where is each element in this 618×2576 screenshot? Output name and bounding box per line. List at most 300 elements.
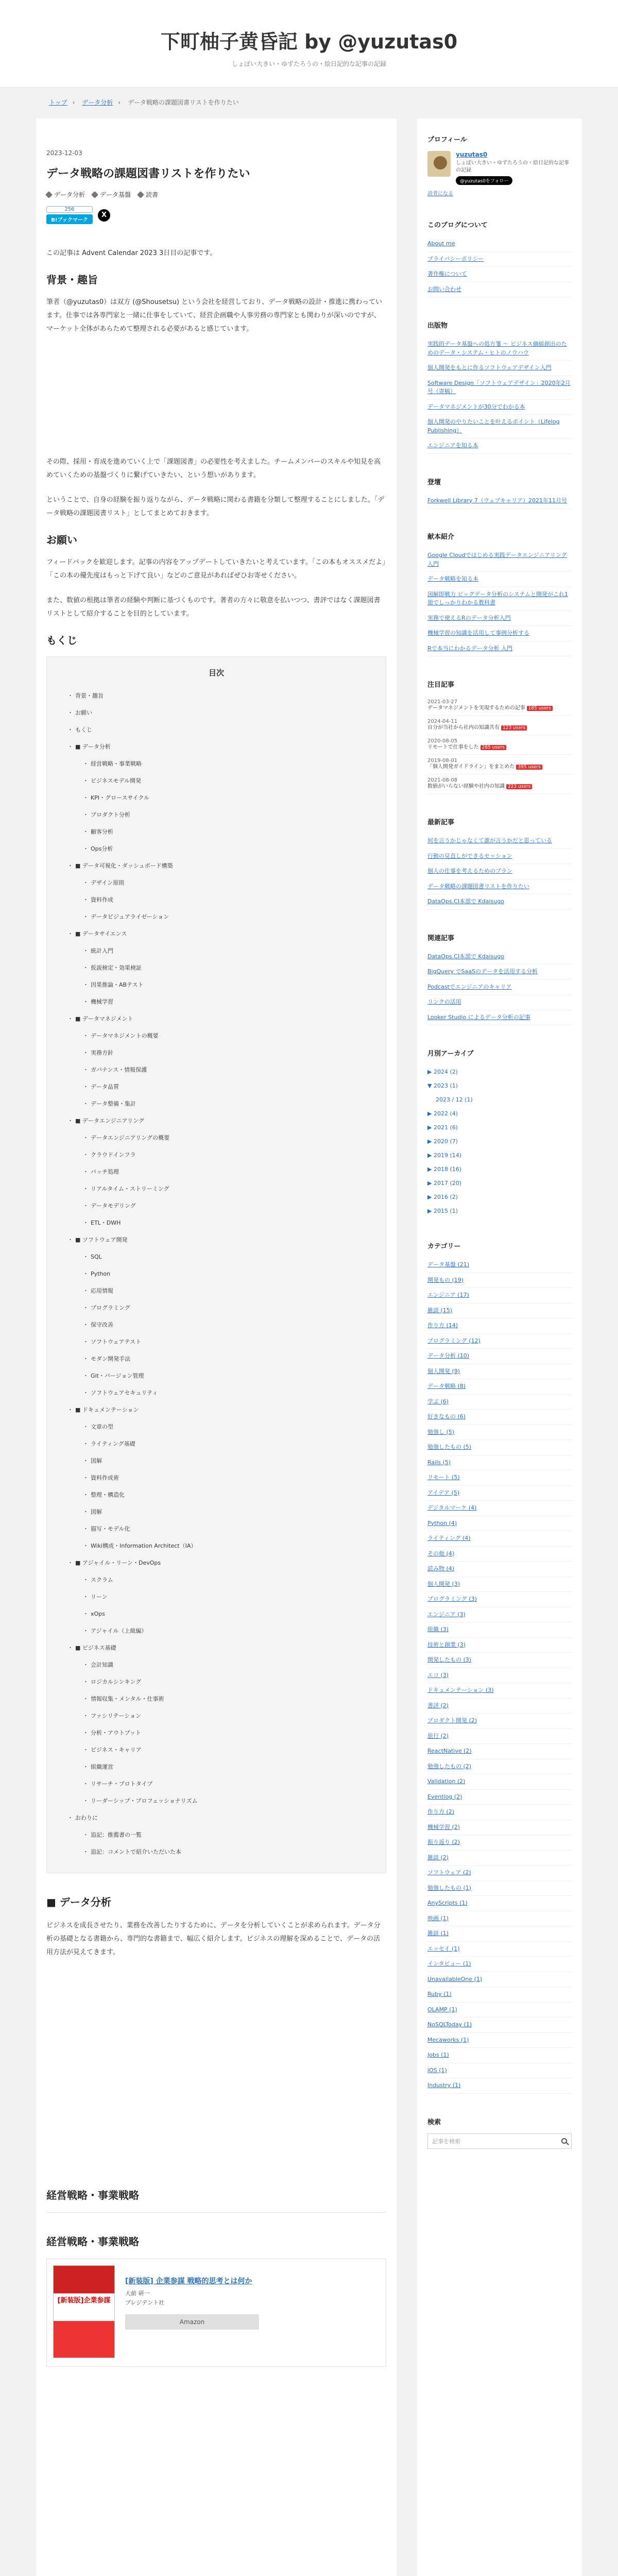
archive-item[interactable]: ▶ 2024 (2)	[427, 1069, 458, 1075]
toc-item[interactable]: ・ リーン	[62, 1588, 370, 1605]
about-item-link[interactable]: 著作権について	[427, 270, 467, 277]
related-item	[427, 980, 572, 995]
post-date[interactable]: 2023-12-03	[46, 149, 82, 157]
popular-title[interactable]	[427, 783, 572, 790]
toc-item[interactable]: ・ ■ ビジネス基礎	[62, 1639, 370, 1656]
toc-item[interactable]: ・ バッチ処理	[62, 1163, 370, 1180]
section-heading-request: お願い	[46, 534, 77, 546]
category-item	[427, 2078, 572, 2094]
search-widget	[427, 2116, 572, 2149]
related-item	[427, 950, 572, 965]
talks-heading: 登壇	[427, 478, 441, 486]
category-item-link[interactable]: 勉強したもの (2)	[427, 1762, 472, 1770]
category-item-link[interactable]: UnavailableOne (1)	[427, 1975, 483, 1982]
toc-item[interactable]: ・ 実務方針	[62, 1044, 370, 1061]
category-item-link[interactable]: 旅行 (2)	[427, 1732, 449, 1739]
category-item	[427, 1455, 572, 1471]
request-paragraph-2: また、数値の根拠は筆者の経験や判断に基づくものです。著者の方々に敬意を払いつつ、書評ではなく課題図書リストとして紹介することを目的としています。	[46, 597, 381, 618]
category-item-link[interactable]: 雑談 (2)	[427, 1854, 449, 1861]
recommended-item	[427, 587, 572, 611]
category-item-link[interactable]: Industry (1)	[427, 2082, 461, 2089]
category-item-link[interactable]: 作り方 (14)	[427, 1322, 458, 1329]
popular-title[interactable]	[427, 705, 572, 712]
category-item-link[interactable]: ソフトウェア (2)	[427, 1869, 471, 1876]
category-item-link[interactable]: 雑談 (1)	[427, 1930, 449, 1937]
post-title[interactable]: データ戦略の課題図書リストを作りたい	[46, 167, 250, 180]
toc-item[interactable]: ・ データマネジメントの概要	[62, 1027, 370, 1044]
tag-item[interactable]: 読書	[138, 190, 158, 199]
category-item-link[interactable]: 好きなもの (6)	[427, 1413, 466, 1420]
category-widget	[427, 1241, 572, 2094]
popular-title-text[interactable]: 自分が当社から社内の知識共有	[427, 725, 500, 731]
category-item	[427, 1410, 572, 1425]
category-item-link[interactable]: 勉強したもの (1)	[427, 1884, 472, 1891]
toc-item[interactable]: ・ 資料作成	[62, 891, 370, 908]
toc-item[interactable]: ・ ■ ソフトウェア開発	[62, 1231, 370, 1248]
bookmark-count-badge[interactable]: 185 users	[527, 706, 553, 711]
publication-item	[427, 415, 572, 438]
toc-item[interactable]: ・ ■ データ可視化・ダッシュボード構築	[62, 857, 370, 874]
category-item	[427, 1896, 572, 1911]
amazon-button[interactable]: Amazon	[125, 2314, 259, 2330]
category-item-link[interactable]: NoSQLToday (1)	[427, 2021, 472, 2028]
toc-item[interactable]: ・ ソフトウェアテスト	[62, 1333, 370, 1350]
recent-item	[427, 849, 572, 865]
table-of-contents	[46, 656, 386, 1873]
tag-list	[46, 190, 386, 199]
category-item	[427, 1683, 572, 1699]
category-item	[427, 1273, 572, 1289]
toc-item[interactable]: ・ 保守改善	[62, 1316, 370, 1333]
toc-item[interactable]: ・ 図解	[62, 1452, 370, 1469]
toc-item[interactable]: ・ 追記：推薦書の一覧	[62, 1826, 370, 1843]
toc-item[interactable]: ・ データビジュアライゼーション	[62, 908, 370, 925]
category-item	[427, 1866, 572, 1881]
x-share-icon[interactable]: X	[98, 209, 110, 222]
category-item-link[interactable]: 個人開発 (3)	[427, 1580, 460, 1587]
toc-item[interactable]: ・ Wiki構成・Information Architect（IA）	[62, 1537, 370, 1554]
category-item	[427, 2048, 572, 2063]
toc-item[interactable]: ・ 組織運営	[62, 1758, 370, 1775]
archive-heading: 月別アーカイブ	[427, 1050, 474, 1058]
category-item-link[interactable]: エッセイ (1)	[427, 1945, 460, 1952]
section-heading-analysis: ■ データ分析	[46, 1896, 111, 1908]
tag-item[interactable]: データ基盤	[92, 190, 131, 199]
category-item-link[interactable]: ReactNative (2)	[427, 1748, 472, 1754]
popular-title-text[interactable]: 「個人開発ガイドライン」をまとめた	[427, 764, 515, 770]
tag-icon	[91, 191, 98, 198]
background-paragraph-3: ということで、自身の経験を振り返りながら、データ戦略に関わる書籍を分類して整理することにしました。「データ戦略の課題図書リスト」としてまとめておきます。	[46, 496, 385, 517]
breadcrumb-current: データ戦略の課題図書リストを作りたい	[127, 99, 239, 106]
archive-item[interactable]: ▶ 2019 (14)	[427, 1152, 462, 1159]
category-item-link[interactable]: 機械学習 (2)	[427, 1823, 460, 1831]
tag-item[interactable]: データ分析	[46, 190, 85, 199]
category-item	[427, 2018, 572, 2033]
category-item-link[interactable]: Eventlog (2)	[427, 1793, 462, 1800]
about-item	[427, 282, 572, 298]
book-title-link[interactable]: [新装版] 企業参謀 戦略的思考とは何か	[125, 2277, 252, 2285]
category-item	[427, 1638, 572, 1653]
recommended-item	[427, 611, 572, 626]
publication-item-link[interactable]: データマネジメントが30分でわかる本	[427, 403, 525, 410]
archive-item[interactable]: ▶ 2016 (2)	[427, 1194, 458, 1200]
publication-item-link[interactable]: Software Design「ソフトウェアデザイン」2020年2月号（寄稿）	[427, 379, 571, 395]
category-item-link[interactable]: 書評 (2)	[427, 1702, 449, 1709]
category-item-link[interactable]: エンジニア (17)	[427, 1292, 469, 1298]
category-item	[427, 1987, 572, 2003]
hatena-bookmark-button[interactable]	[46, 206, 93, 224]
toc-item[interactable]: ・ ■ アジャイル・リーン・DevOps	[62, 1554, 370, 1571]
archive-widget	[427, 1048, 572, 1218]
talk-item-link[interactable]: Forkwell Library 7（ウェブキャリア）2021年11月号	[427, 497, 567, 504]
toc-item[interactable]: ・ ソフトウェアセキュリティ	[62, 1384, 370, 1401]
popular-title[interactable]	[427, 744, 572, 751]
category-item-link[interactable]: プログラミング (3)	[427, 1596, 477, 1602]
toc-item[interactable]: ・ 機械学習	[62, 993, 370, 1010]
category-item	[427, 1592, 572, 1607]
recommended-item-link[interactable]: 実務で使えるRのデータ分析入門	[427, 614, 511, 621]
publication-item	[427, 361, 572, 376]
category-item-link[interactable]: AnyScripts (1)	[427, 1900, 468, 1906]
related-item	[427, 964, 572, 980]
category-item	[427, 1501, 572, 1516]
recommended-item-link[interactable]: Google Cloudではじめる実践データエンジニアリング入門	[427, 552, 567, 567]
toc-item[interactable]: ・ プロダクト分析	[62, 806, 370, 823]
talks-widget	[427, 477, 572, 509]
archive-item[interactable]: ▶ 2021 (6)	[427, 1124, 458, 1131]
category-item	[427, 1668, 572, 1684]
toc-item[interactable]: ・ クラウドインフラ	[62, 1146, 370, 1163]
tag-icon	[45, 191, 53, 198]
toc-item[interactable]: ・ 会計知識	[62, 1656, 370, 1673]
related-item-link[interactable]: リンクの活用	[427, 998, 461, 1005]
category-item-link[interactable]: プログラミング (12)	[427, 1337, 480, 1344]
category-item-link[interactable]: デジタルマーケ (4)	[427, 1504, 477, 1511]
popular-item[interactable]	[427, 774, 572, 794]
bookmark-count-badge[interactable]: 395 users	[516, 765, 542, 770]
category-item-link[interactable]: 映画 (1)	[427, 1914, 449, 1922]
toc-item[interactable]: ・ ■ ドキュメンテーション	[62, 1401, 370, 1418]
category-item-link[interactable]: 組織 (3)	[427, 1626, 449, 1633]
recommended-item	[427, 548, 572, 572]
category-item-link[interactable]: Rails (5)	[427, 1459, 451, 1466]
category-item-link[interactable]: アイデア (5)	[427, 1489, 460, 1496]
popular-title-text[interactable]: データマネジメントを実現するための記事	[427, 705, 525, 711]
toc-item[interactable]: ・ スクラム	[62, 1571, 370, 1588]
recommended-item	[427, 572, 572, 587]
recommended-item-link[interactable]: 機械学習の知識を活用して事例分析する	[427, 630, 529, 636]
category-item-link[interactable]: Python (4)	[427, 1519, 457, 1527]
popular-title-text[interactable]: 数値がいらない経験や社内の知識	[427, 784, 505, 789]
toc-item[interactable]: ・ 整理・構造化	[62, 1486, 370, 1503]
toc-item[interactable]: ・ ■ データ分析	[62, 738, 370, 755]
recent-item-link[interactable]: データ戦略の課題図書リストを作りたい	[427, 883, 529, 890]
breadcrumb-category[interactable]: データ分析	[82, 99, 113, 106]
breadcrumb-sep-icon: ›	[118, 99, 121, 106]
category-item	[427, 1577, 572, 1592]
toc-item[interactable]: ・ おわりに	[62, 1809, 370, 1826]
category-item	[427, 1926, 572, 1942]
search-icon[interactable]	[561, 2138, 567, 2144]
popular-date: 2020-08-05	[427, 738, 458, 744]
category-item	[427, 1470, 572, 1486]
profile-name[interactable]: yuzutas0	[456, 151, 488, 158]
recommended-item-link[interactable]: データ戦略を知る本	[427, 575, 478, 582]
publication-item	[427, 438, 572, 454]
toc-item[interactable]: ・ 描写・モデル化	[62, 1520, 370, 1537]
about-item	[427, 267, 572, 282]
category-item	[427, 1851, 572, 1866]
toc-item[interactable]: ・ データ整備・集計	[62, 1095, 370, 1112]
category-item-link[interactable]: 作り方 (2)	[427, 1808, 455, 1815]
about-item	[427, 252, 572, 267]
site-title[interactable]: 下町柚子黄昏記 by @yuzutas0	[160, 30, 458, 53]
archive-item[interactable]: ▶ 2018 (16)	[427, 1166, 462, 1173]
category-item	[427, 1318, 572, 1334]
category-item-link[interactable]: プロダクト開発 (2)	[427, 1717, 477, 1724]
toc-item[interactable]: ・ 顧客分析	[62, 823, 370, 840]
toc-item[interactable]: ・ xOps	[62, 1605, 370, 1622]
toc-item[interactable]: ・ ライティング基礎	[62, 1435, 370, 1452]
hatena-label: B!ブックマーク	[46, 214, 93, 224]
category-item	[427, 1334, 572, 1349]
book-card[interactable]	[46, 2259, 386, 2367]
category-item	[427, 1805, 572, 1820]
category-item	[427, 1942, 572, 1957]
popular-title[interactable]	[427, 724, 572, 732]
category-item-link[interactable]: OLAMP (1)	[427, 2006, 457, 2013]
toc-item[interactable]: ・ ETL・DWH	[62, 1214, 370, 1231]
category-item	[427, 1562, 572, 1577]
category-item-link[interactable]: Validation (2)	[427, 1778, 466, 1785]
toc-item[interactable]: ・ Ops分析	[62, 840, 370, 857]
toc-item[interactable]: ・ データモデリング	[62, 1197, 370, 1214]
category-item	[427, 1835, 572, 1851]
toc-item[interactable]: ・ ビジネスモデル開発	[62, 772, 370, 789]
archive-item[interactable]: ▶ 2020 (7)	[427, 1138, 458, 1145]
category-item-link[interactable]: エコ (3)	[427, 1671, 449, 1679]
popular-date: 2024-04-11	[427, 719, 458, 724]
category-item-link[interactable]: 開発もの (19)	[427, 1276, 464, 1283]
category-item-link[interactable]: リモート (5)	[427, 1474, 460, 1481]
recent-item	[427, 879, 572, 895]
category-item-link[interactable]: 開発したもの (3)	[427, 1656, 472, 1663]
category-item	[427, 1972, 572, 1988]
category-item	[427, 1531, 572, 1547]
toc-item[interactable]: ・ もくじ	[62, 721, 370, 738]
category-item-link[interactable]: 勉強したもの (5)	[427, 1444, 472, 1450]
toc-item[interactable]: ・ リアルタイム・ストリーミング	[62, 1180, 370, 1197]
toc-item[interactable]: ・ データエンジニアリングの概要	[62, 1129, 370, 1146]
toc-item[interactable]: ・ デザイン原則	[62, 874, 370, 891]
category-item-link[interactable]: その他 (4)	[427, 1550, 455, 1557]
category-item-link[interactable]: Jobs (1)	[427, 2052, 449, 2058]
related-item-link[interactable]: Podcastでエンジニアのキャリア	[427, 983, 512, 990]
category-item	[427, 1516, 572, 1532]
toc-item[interactable]: ・ ビジネス・キャリア	[62, 1741, 370, 1758]
subscribe-link[interactable]: 読者になる	[427, 191, 453, 197]
category-item	[427, 1395, 572, 1410]
popular-date: 2019-08-01	[427, 758, 458, 764]
recommended-heading: 献本紹介	[427, 533, 455, 541]
toc-item[interactable]: ・ お願い	[62, 704, 370, 721]
category-item	[427, 1303, 572, 1319]
tag-icon	[137, 191, 144, 198]
category-item	[427, 1699, 572, 1714]
category-item-link[interactable]: データ分析 (10)	[427, 1352, 470, 1359]
toc-item[interactable]: ・ 情報収集・メンタル・仕事術	[62, 1690, 370, 1707]
bookmark-count-badge[interactable]: 285 users	[480, 745, 506, 750]
section-heading-background: 背景・趣旨	[46, 274, 98, 286]
toc-item[interactable]: ・ データ品質	[62, 1078, 370, 1095]
toc-item[interactable]: ・ アジャイル（上級編）	[62, 1622, 370, 1639]
publication-item-link[interactable]: エンジニアを知る本	[427, 442, 478, 449]
category-item-link[interactable]: Mecaworks (1)	[427, 2036, 469, 2043]
book-cover-image[interactable]: [新装版]企業参謀	[53, 2265, 115, 2358]
popular-item[interactable]	[427, 755, 572, 774]
category-item	[427, 1440, 572, 1455]
category-item	[427, 1729, 572, 1744]
article	[36, 118, 397, 2576]
archive-item[interactable]: ▶ 2022 (4)	[427, 1110, 458, 1117]
recommended-item-link[interactable]: 図解即戦力 ビッグデータ分析のシステムと開発がこれ1冊でしっかりわかる教科書	[427, 590, 568, 606]
recommended-item-link[interactable]: Rで本当にわかるデータ分析 入門	[427, 645, 513, 652]
toc-item[interactable]: ・ KPI・グロースサイクル	[62, 789, 370, 806]
search-placeholder: 記事を検索	[432, 2138, 460, 2145]
site-header	[0, 0, 618, 88]
archive-item[interactable]: ▶ 2017 (20)	[427, 1180, 462, 1187]
related-item-link[interactable]: DataOps.CI本部で Kdaisugo	[427, 953, 504, 960]
related-item-link[interactable]: Looker Studio によるデータ分析の記事	[427, 1013, 530, 1021]
popular-item[interactable]	[427, 716, 572, 735]
recent-item-link[interactable]: DataOps.CI本部で Kdaisugo	[427, 898, 504, 905]
toc-item[interactable]: ・ 図解	[62, 1503, 370, 1520]
category-item-link[interactable]: Ruby (1)	[427, 1991, 452, 1997]
recent-item-link[interactable]: 何を言うかじゃなくて誰が言うかだと思っている	[427, 837, 552, 844]
recent-item	[427, 864, 572, 879]
popular-date: 2021-03-27	[427, 699, 458, 705]
toc-item[interactable]: ・ 分析・アウトプット	[62, 1724, 370, 1741]
category-item-link[interactable]: 学ぶ (6)	[427, 1398, 449, 1405]
category-item-link[interactable]: データ基盤 (21)	[427, 1261, 470, 1268]
category-item-link[interactable]: エンジニア (3)	[427, 1611, 466, 1618]
toc-item[interactable]: ・ 統計入門	[62, 942, 370, 959]
toc-item[interactable]: ・ ガバナンス・情報保護	[62, 1061, 370, 1078]
category-item	[427, 1486, 572, 1501]
toc-item[interactable]: ・ プログラミング	[62, 1299, 370, 1316]
toc-item[interactable]: ・ 文章の型	[62, 1418, 370, 1435]
toc-item[interactable]: ・ 資料作成術	[62, 1469, 370, 1486]
popular-title-text[interactable]: リモートで仕事をした	[427, 744, 479, 750]
publication-item	[427, 337, 572, 361]
category-item-link[interactable]: 技術と創業 (3)	[427, 1641, 466, 1648]
publications-widget	[427, 320, 572, 454]
analysis-paragraph: ビジネスを成長させたり、業務を改善したりするために、データを分析していくことが求められます。データ分析の基礎となる書籍から、専門的な書籍まで、幅広く紹介します。ビジネスの理解を深めることで、データの活用方法が見えてきます。	[46, 1922, 381, 1956]
category-item	[427, 1653, 572, 1668]
popular-date: 2021-08-08	[427, 777, 458, 783]
popular-item[interactable]	[427, 696, 572, 716]
recent-item-link[interactable]: 個人の仕事を考えるためのプラン	[427, 868, 512, 874]
category-item-link[interactable]: iOS (1)	[427, 2066, 447, 2074]
toc-item[interactable]: ・ 因果推論・ABテスト	[62, 976, 370, 993]
recent-item-link[interactable]: 行動の見直しができるセッション	[427, 852, 512, 859]
recommended-widget	[427, 531, 572, 656]
about-item-link[interactable]: プライバシーポリシー	[427, 255, 484, 262]
category-item-link[interactable]: 読み物 (4)	[427, 1565, 455, 1572]
bookmark-count-badge[interactable]: 223 users	[506, 784, 532, 789]
avatar[interactable]	[427, 151, 451, 177]
popular-item[interactable]	[427, 735, 572, 755]
publications-heading: 出版物	[427, 322, 448, 330]
category-item-link[interactable]: 個人開発 (9)	[427, 1367, 460, 1375]
category-item-link[interactable]: 振り返り (2)	[427, 1839, 460, 1845]
toc-item[interactable]: ・ ファシリテーション	[62, 1707, 370, 1724]
toc-item[interactable]: ・ 仮説検定・効果検証	[62, 959, 370, 976]
toc-item[interactable]: ・ 経営戦略・事業戦略	[62, 755, 370, 772]
toc-item[interactable]: ・ Git・バージョン管理	[62, 1367, 370, 1384]
search-input[interactable]	[427, 2133, 572, 2149]
breadcrumb	[0, 88, 618, 118]
toc-item[interactable]: ・ Python	[62, 1265, 370, 1282]
category-item	[427, 1258, 572, 1273]
toc-item[interactable]: ・ リーダーシップ・プロフェッショナリズム	[62, 1792, 370, 1809]
category-item	[427, 1425, 572, 1440]
category-item-link[interactable]: インタビュー (1)	[427, 1960, 471, 1967]
category-item-link[interactable]: 勉強し (5)	[427, 1428, 455, 1435]
toc-item[interactable]: ・ 追記：コメントで紹介いただいた本	[62, 1843, 370, 1860]
archive-item[interactable]: 2023 / 12 (1)	[436, 1096, 473, 1103]
toc-item[interactable]: ・ モダン開発手法	[62, 1350, 370, 1367]
intro-text: この記事は Advent Calendar 2023 3日目の記事です。	[46, 249, 217, 257]
about-item-link[interactable]: About me	[427, 240, 455, 247]
publication-item-link[interactable]: 個人開発のやりたいことを叶えるポイント（Lifelog Publishing）	[427, 418, 560, 434]
recommended-item	[427, 626, 572, 641]
category-item-link[interactable]: ドキュメンテーション (3)	[427, 1687, 494, 1693]
publication-item-link[interactable]: 実践的データ基盤への処方箋 〜 ビジネス価値創出のためのデータ・システム・ヒトのノウハウ	[427, 341, 567, 356]
toc-item[interactable]: ・ ■ データサイエンス	[62, 925, 370, 942]
popular-widget	[427, 679, 572, 794]
toc-item[interactable]: ・ ■ データマネジメント	[62, 1010, 370, 1027]
category-item-link[interactable]: ライティング (4)	[427, 1535, 471, 1541]
publication-item-link[interactable]: 個人開発をもとに作るソフトウェアデザイン入門	[427, 364, 552, 371]
sidebar	[417, 118, 582, 2576]
category-item	[427, 1364, 572, 1380]
toc-item[interactable]: ・ 背景・趣旨	[62, 687, 370, 704]
background-paragraph-1: 筆者（@yuzutas0）は双方 (@Shousetsu) という会社を経営しており、データ戦略の設計・推進に携わっています。仕事では各専門家と一緒に仕事をしていて、経営企画職や人事労務の専門家とも関わりが深いのですが、マーケット全体があらためて整理される必要があると感じています。	[46, 298, 382, 333]
category-item	[427, 1744, 572, 1759]
bookmark-count-badge[interactable]: 123 users	[501, 725, 527, 731]
about-item-link[interactable]: お問い合わせ	[427, 285, 461, 293]
archive-item[interactable]: ▼ 2023 (1)	[427, 1082, 458, 1089]
related-item-link[interactable]: BigQuery でSaaSのデータを活用する分析	[427, 968, 538, 975]
category-item-link[interactable]: データ戦略 (8)	[427, 1383, 466, 1389]
toc-item[interactable]: ・ リサーチ・プロトタイプ	[62, 1775, 370, 1792]
category-item-link[interactable]: 雑談 (15)	[427, 1307, 453, 1314]
breadcrumb-top[interactable]: トップ	[49, 99, 67, 106]
toc-title: 目次	[208, 668, 224, 677]
about-item	[427, 236, 572, 252]
category-item	[427, 1607, 572, 1623]
toc-item[interactable]: ・ SQL	[62, 1248, 370, 1265]
follow-button[interactable]: @yuzutas0をフォロー	[456, 176, 512, 185]
archive-item[interactable]: ▶ 2015 (1)	[427, 1208, 458, 1214]
toc-item[interactable]: ・ ■ データエンジニアリング	[62, 1112, 370, 1129]
search-heading: 検索	[427, 2118, 441, 2126]
toc-item[interactable]: ・ ロジカルシンキング	[62, 1673, 370, 1690]
toc-item[interactable]: ・ 応用情報	[62, 1282, 370, 1299]
popular-title[interactable]	[427, 764, 572, 771]
about-widget	[427, 219, 572, 297]
